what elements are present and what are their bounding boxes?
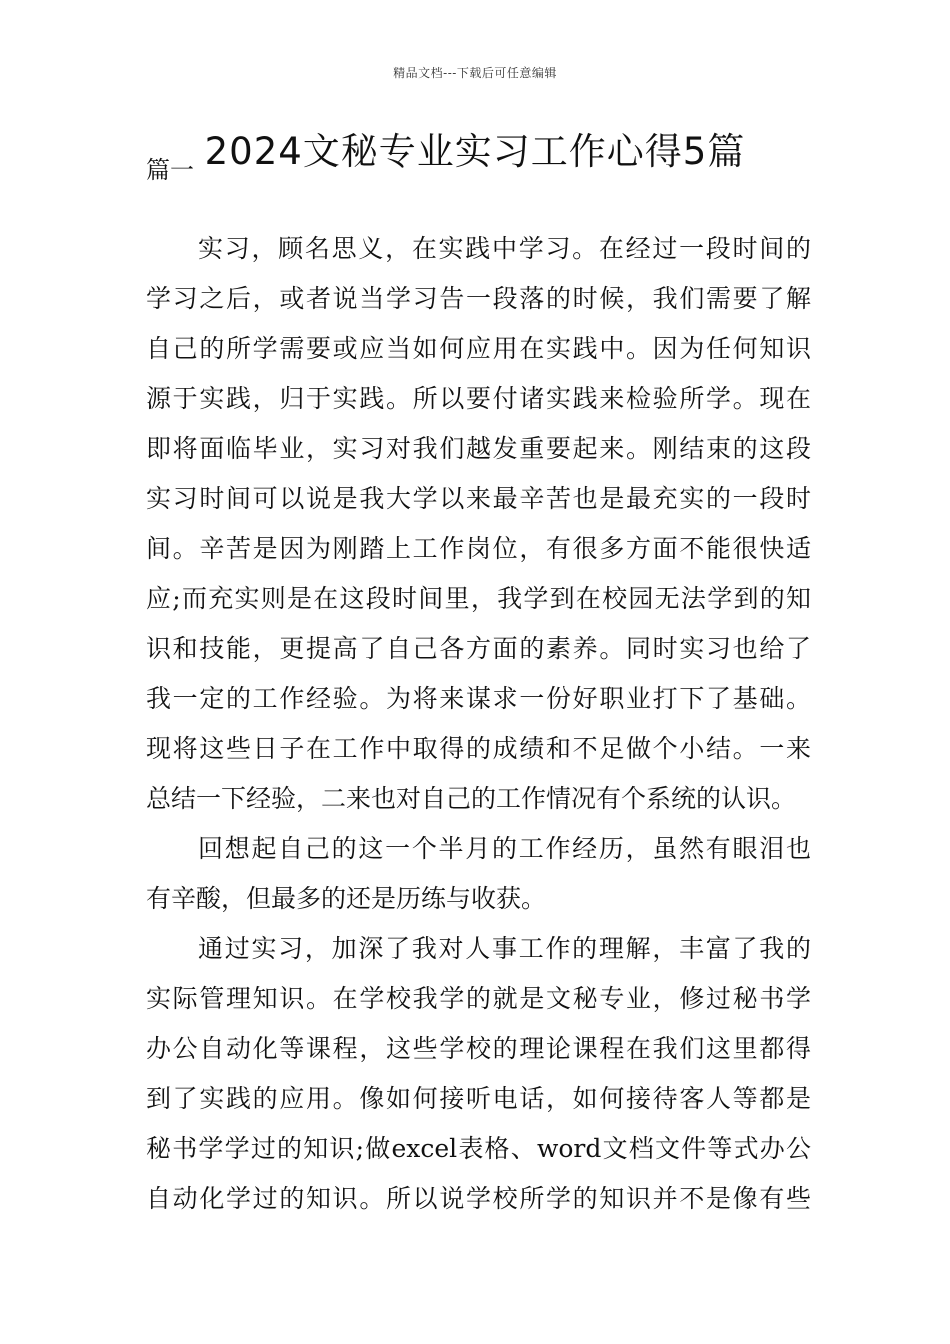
text-line: 我一定的工作经验。为将来谋求一份好职业打下了基础。 bbox=[146, 684, 811, 713]
text-line: 总结一下经验，二来也对自己的工作情况有个系统的认识。 bbox=[146, 784, 797, 813]
text-line: 自动化学过的知识。所以说学校所学的知识并不是像有些 bbox=[146, 1184, 811, 1213]
text-line: 间。辛苦是因为刚踏上工作岗位，有很多方面不能很快适 bbox=[146, 534, 811, 563]
text-line: 秘书学学过的知识;做excel表格、word文档文件等式办公 bbox=[146, 1134, 811, 1163]
text-line: 回想起自己的这一个半月的工作经历，虽然有眼泪也 bbox=[198, 834, 811, 863]
text-line: 实习，顾名思义，在实践中学习。在经过一段时间的 bbox=[198, 234, 811, 263]
paragraph-2 bbox=[146, 824, 811, 924]
text-line: 有辛酸，但最多的还是历练与收获。 bbox=[146, 884, 547, 913]
text-line: 通过实习，加深了我对人事工作的理解，丰富了我的 bbox=[198, 934, 811, 963]
text-line: 办公自动化等课程，这些学校的理论课程在我们这里都得 bbox=[146, 1034, 811, 1063]
text-line: 学习之后，或者说当学习告一段落的时候，我们需要了解 bbox=[146, 284, 811, 313]
text-line: 即将面临毕业，实习对我们越发重要起来。刚结束的这段 bbox=[146, 434, 811, 463]
header-note: 精品文档---下载后可任意编辑 bbox=[393, 66, 557, 80]
paragraph-1 bbox=[146, 224, 811, 824]
text-line: 实习时间可以说是我大学以来最辛苦也是最充实的一段时 bbox=[146, 484, 811, 513]
text-line: 自己的所学需要或应当如何应用在实践中。因为任何知识 bbox=[146, 334, 811, 363]
text-line: 识和技能，更提高了自己各方面的素养。同时实习也给了 bbox=[146, 634, 811, 663]
document-body bbox=[146, 224, 811, 1224]
text-line: 实际管理知识。在学校我学的就是文秘专业，修过秘书学 bbox=[146, 984, 811, 1013]
text-line: 应;而充实则是在这段时间里，我学到在校园无法学到的知 bbox=[146, 584, 811, 613]
section-label: 篇一 bbox=[146, 156, 194, 184]
text-line: 到了实践的应用。像如何接听电话，如何接待客人等都是 bbox=[146, 1084, 811, 1113]
document-title: 2024文秘专业实习工作心得5篇 bbox=[204, 130, 746, 173]
text-line: 现将这些日子在工作中取得的成绩和不足做个小结。一来 bbox=[146, 734, 811, 763]
text-line: 源于实践，归于实践。所以要付诸实践来检验所学。现在 bbox=[146, 384, 811, 413]
paragraph-3 bbox=[146, 924, 811, 1224]
